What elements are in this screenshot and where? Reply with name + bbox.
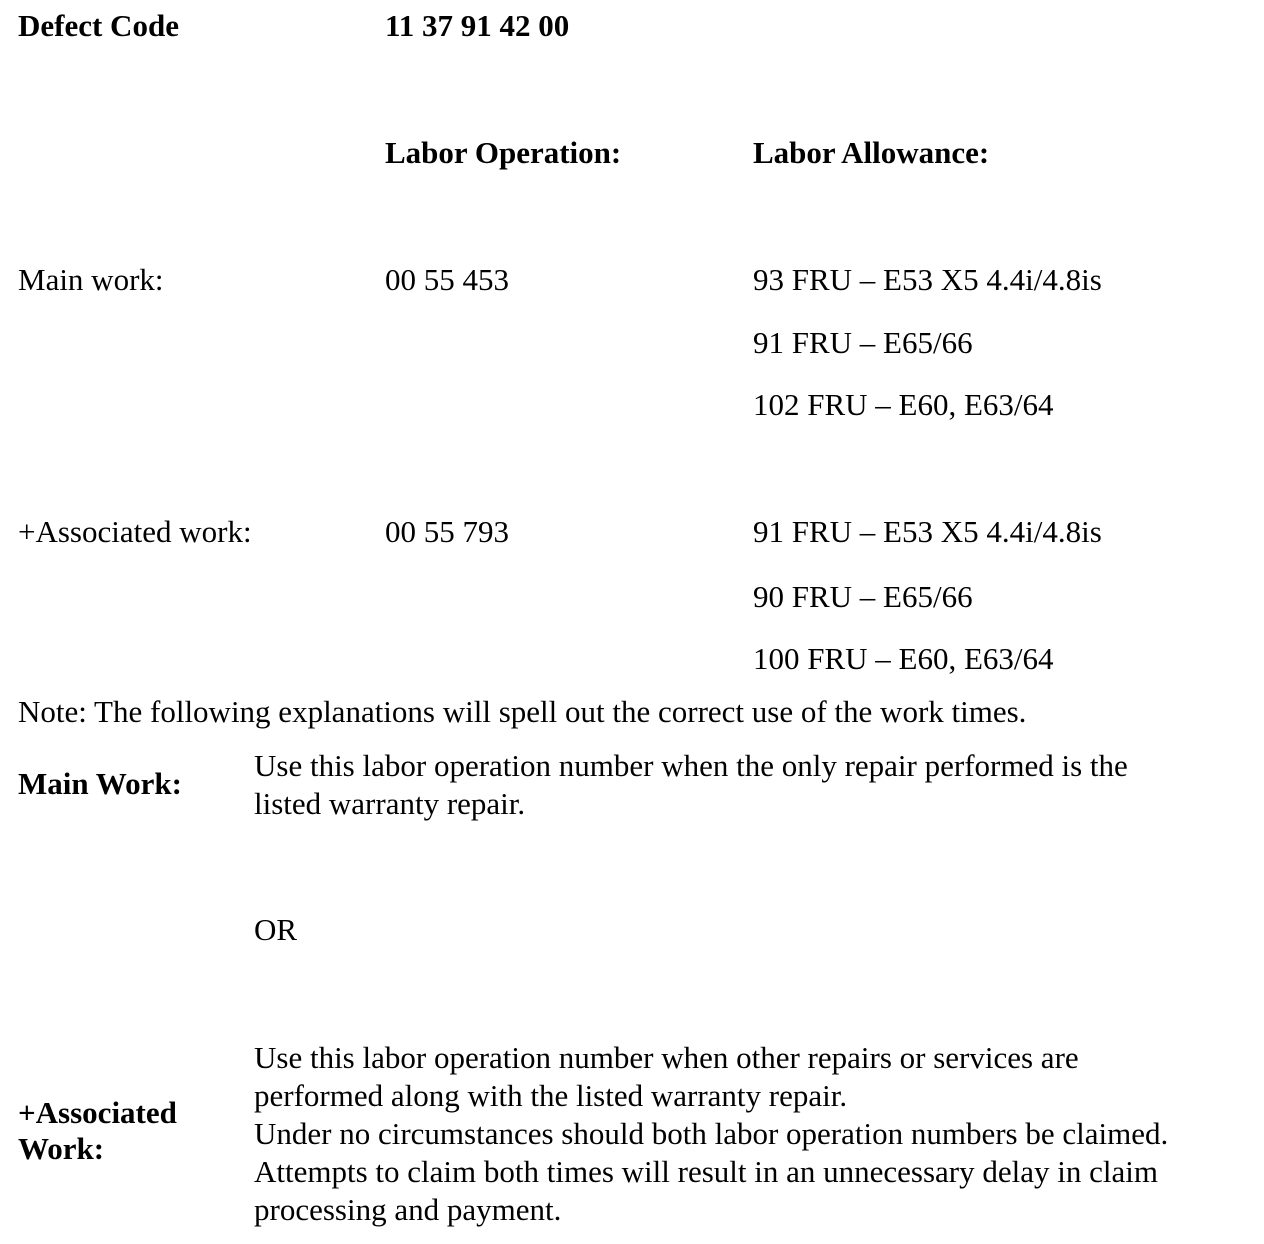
associated-work-label-line-1: +Associated [18,1095,177,1130]
associated-work-explanation-line: processing and payment. [254,1192,562,1227]
associated-work-explanation-line: Under no circumstances should both labor operation numbers be claimed. [254,1116,1169,1151]
associated-work-explanation-line: Use this labor operation number when other repairs or services are [254,1040,1079,1075]
defect-code-label: Defect Code [18,8,179,43]
labor-allowance-heading: Labor Allowance: [753,135,990,170]
main-work-allowance-2: 91 FRU – E65/66 [753,325,973,360]
main-work-allowance-3: 102 FRU – E60, E63/64 [753,387,1054,422]
associated-work-allowance-2: 90 FRU – E65/66 [753,579,973,614]
main-work-operation: 00 55 453 [385,262,509,297]
associated-work-explanation-label [18,1095,177,1167]
main-work-label: Main work: [18,262,164,297]
associated-work-explanation-line: Attempts to claim both times will result in an unnecessary delay in claim [254,1154,1158,1189]
associated-work-operation: 00 55 793 [385,514,509,549]
associated-work-label-line-2: Work: [18,1131,105,1166]
main-work-explanation-line: Use this labor operation number when the only repair performed is the [254,748,1128,783]
associated-work-explanation-line: performed along with the listed warranty repair. [254,1078,848,1113]
associated-work-label: +Associated work: [18,514,252,549]
associated-work-allowance-3: 100 FRU – E60, E63/64 [753,641,1054,676]
associated-work-allowance-1: 91 FRU – E53 X5 4.4i/4.8is [753,514,1102,549]
main-work-explanation [254,747,1128,823]
labor-operation-heading: Labor Operation: [385,135,622,170]
note-text: Note: The following explanations will spell out the correct use of the work times. [18,694,1027,729]
associated-work-explanation [254,1039,1168,1229]
main-work-explanation-line: listed warranty repair. [254,786,526,821]
defect-code-value: 11 37 91 42 00 [385,8,570,43]
main-work-allowance-1: 93 FRU – E53 X5 4.4i/4.8is [753,262,1102,297]
or-separator: OR [254,912,298,947]
main-work-explanation-label: Main Work: [18,766,182,801]
